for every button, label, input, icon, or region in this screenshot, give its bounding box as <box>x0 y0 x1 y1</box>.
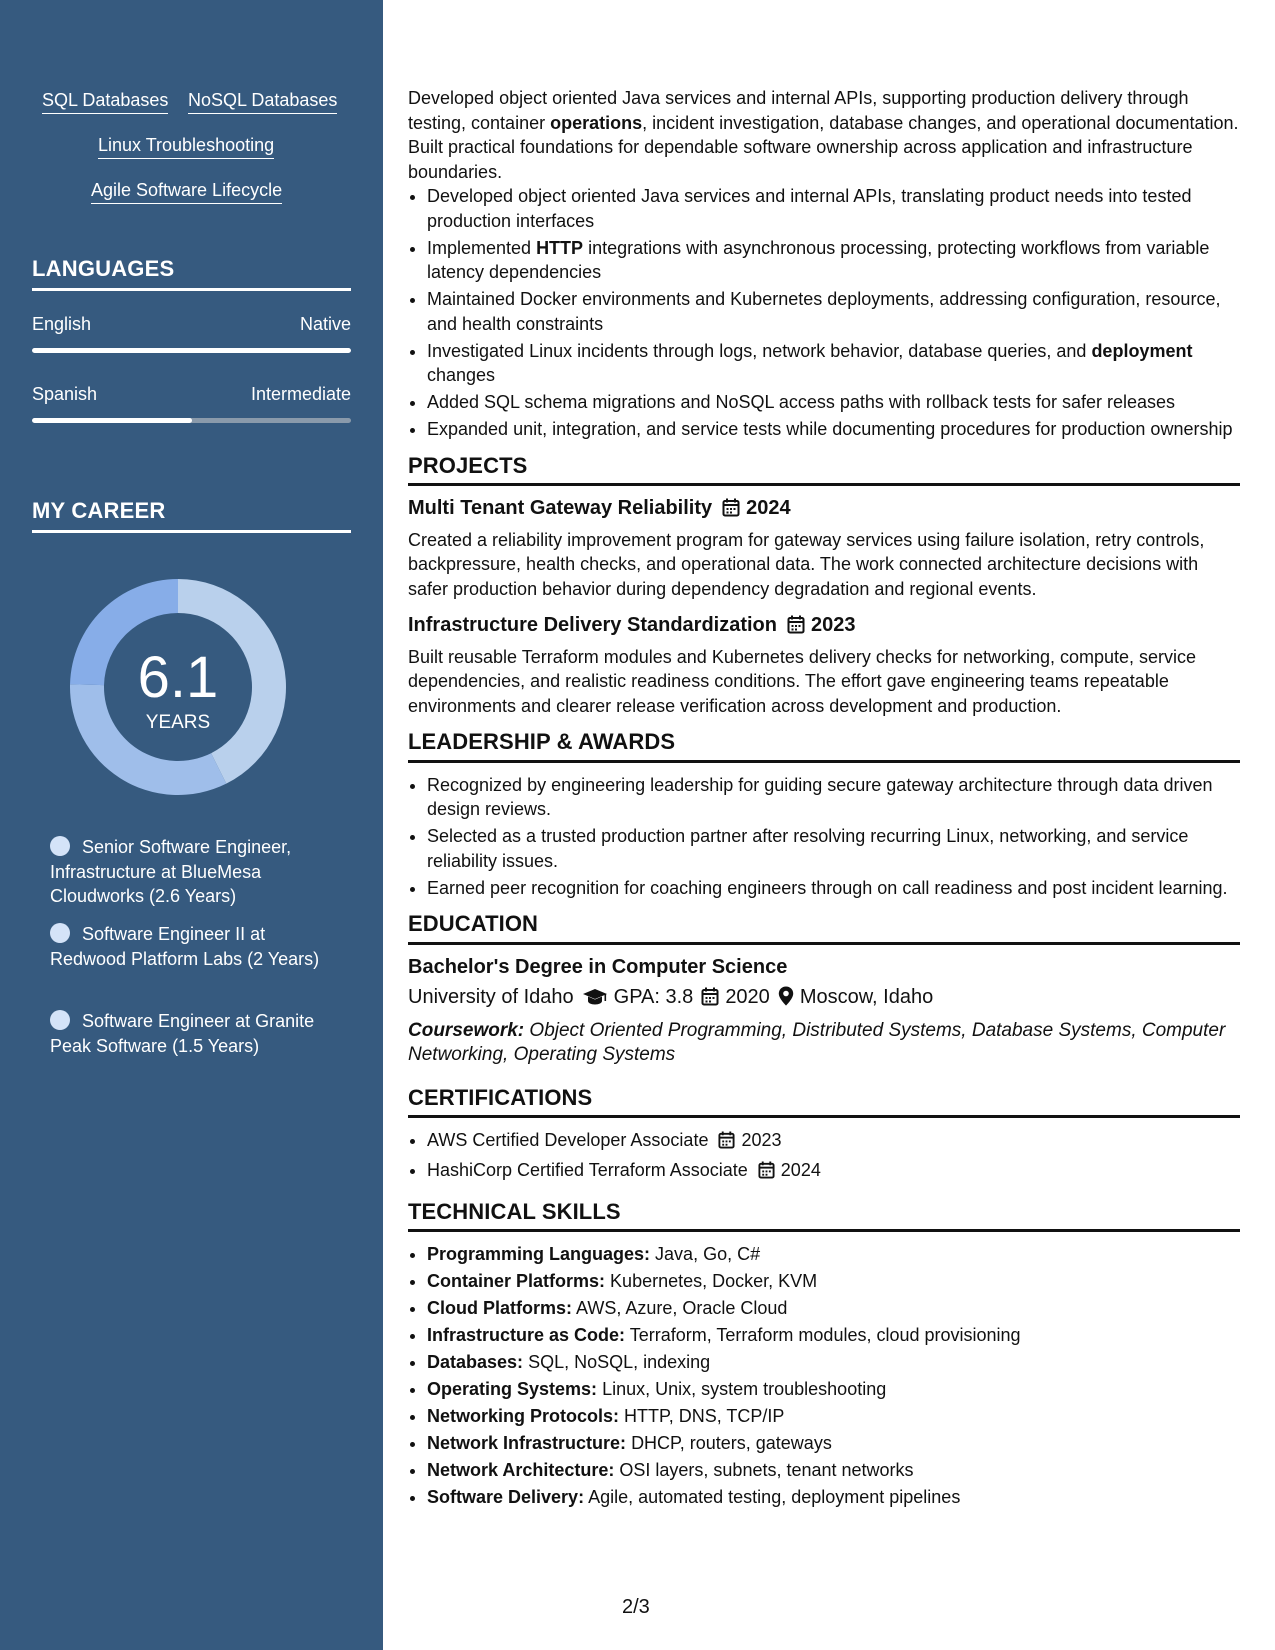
skill-value: Kubernetes, Docker, KVM <box>610 1271 818 1291</box>
education-details <box>408 985 1240 1013</box>
skill-label: Network Infrastructure: <box>427 1433 627 1453</box>
bullet-emphasis: deployment <box>1091 340 1193 361</box>
career-total-value: 6.1 <box>137 645 219 710</box>
language-bar <box>32 418 351 423</box>
bullet-text: changes <box>427 365 496 385</box>
certification-item <box>427 1158 1240 1186</box>
language-bar-fill <box>32 418 192 423</box>
experience-summary <box>408 86 1240 184</box>
language-name: English <box>32 314 92 334</box>
leadership-item: • Recognized by engineering leadership for guiding secure gateway architecture through data driven design reviews. <box>427 773 1240 822</box>
page-number: 2/3 <box>622 1596 650 1618</box>
calendar-icon <box>701 987 719 1013</box>
bullet-text: Added SQL schema migrations and NoSQL access paths with rollback tests for safer releases <box>427 392 1176 412</box>
experience-bullets <box>408 184 1240 442</box>
summary-text: Developed object oriented Java services and internal APIs, supporting production delivery through testing, container <box>408 88 1189 133</box>
graduation-year: 2020 <box>725 986 770 1008</box>
skill-value: HTTP, DNS, TCP/IP <box>624 1406 785 1426</box>
language-level: Native <box>299 314 351 334</box>
leadership-item: • Earned peer recognition for coaching engineers through on call readiness and post incident learning. <box>427 876 1240 901</box>
skill-row <box>427 1431 1240 1456</box>
bullet-text: Developed object oriented Java services and internal APIs, translating product needs into tested production interfaces <box>427 186 1192 231</box>
skill-row <box>427 1350 1240 1375</box>
coursework-list: Object Oriented Programming, Distributed Systems, Database Systems, Computer Networking, Operating Systems <box>408 1019 1226 1065</box>
graduation-cap-icon <box>582 988 608 1013</box>
experience-bullet <box>427 236 1240 285</box>
certification-name: AWS Certified Developer Associate <box>427 1130 709 1150</box>
bullet-text: Investigated Linux incidents through logs, network behavior, database queries, and <box>427 340 1092 361</box>
skill-value: DHCP, routers, gateways <box>631 1433 832 1453</box>
skill-tag: Agile Software Lifecycle <box>91 178 282 204</box>
certifications-heading: CERTIFICATIONS <box>408 1086 1240 1119</box>
certification-year: 2024 <box>780 1160 821 1180</box>
skill-tag: NoSQL Databases <box>188 88 337 114</box>
skill-row <box>427 1458 1240 1483</box>
skill-tag: Linux Troubleshooting <box>98 133 274 159</box>
leadership-item: • Selected as a trusted production partner after resolving recurring Linux, networking, and service reliability issues. <box>427 824 1240 873</box>
summary-text: , incident investigation, database changes, and operational documentation. Built practical foundations for dependable software ownership across application and infrastructure boundaries. <box>408 112 1239 182</box>
career-total-unit: YEARS <box>145 712 211 733</box>
language-name: Spanish <box>32 384 98 404</box>
career-item <box>50 835 340 909</box>
career-item <box>50 922 340 971</box>
skill-label: Network Architecture: <box>427 1460 615 1480</box>
career-item-text: Software Engineer II at Redwood Platform Labs (2 Years) <box>50 924 320 969</box>
language-level: Intermediate <box>250 384 351 404</box>
skill-label: Programming Languages: <box>427 1244 651 1264</box>
education-heading: EDUCATION <box>408 912 1240 945</box>
skill-label: Networking Protocols: <box>427 1406 620 1426</box>
skill-value: SQL, NoSQL, indexing <box>528 1352 711 1372</box>
project-title <box>408 496 1240 524</box>
career-item-text: Software Engineer at Granite Peak Software (1.5 Years) <box>50 1011 315 1056</box>
skill-row <box>427 1296 1240 1321</box>
career-dot <box>50 836 70 856</box>
language-bar-fill <box>32 348 351 353</box>
certification-item <box>427 1128 1240 1156</box>
projects-heading: PROJECTS <box>408 454 1240 487</box>
skill-row <box>427 1269 1240 1294</box>
skill-value: AWS, Azure, Oracle Cloud <box>576 1298 788 1318</box>
language-bar <box>32 348 351 353</box>
skill-label: Infrastructure as Code: <box>427 1325 626 1345</box>
project-name: Multi Tenant Gateway Reliability <box>408 497 713 519</box>
summary-emphasis: operations <box>550 112 643 133</box>
calendar-icon <box>722 498 740 524</box>
languages-heading: LANGUAGES <box>32 256 351 291</box>
gpa: GPA: 3.8 <box>613 986 694 1008</box>
skill-row <box>427 1377 1240 1402</box>
bullet-text: Maintained Docker environments and Kubernetes deployments, addressing configuration, resource, and health constraints <box>427 289 1221 334</box>
skill-label: Databases: <box>427 1352 524 1372</box>
project-name: Infrastructure Delivery Standardization <box>408 614 777 636</box>
experience-bullet <box>427 184 1240 233</box>
certifications-list <box>408 1128 1240 1186</box>
leadership-heading: LEADERSHIP & AWARDS <box>408 730 1240 763</box>
skill-value: Java, Go, C# <box>655 1244 761 1264</box>
main-content <box>408 86 1240 1512</box>
bullet-text: Expanded unit, integration, and service tests while documenting procedures for production ownership <box>427 419 1233 439</box>
bullet-text: integrations with asynchronous processing, protecting workflows from variable latency dependencies <box>427 237 1210 282</box>
career-item <box>50 1009 340 1058</box>
skill-value: Linux, Unix, system troubleshooting <box>602 1379 887 1399</box>
career-dot <box>50 923 70 943</box>
experience-bullet <box>427 390 1240 415</box>
leadership-list <box>408 773 1240 901</box>
project-year: 2024 <box>746 497 791 519</box>
coursework-label: Coursework: <box>408 1019 525 1041</box>
experience-bullet <box>427 339 1240 388</box>
skill-label: Software Delivery: <box>427 1487 585 1507</box>
career-item-text: Senior Software Engineer, Infrastructure at BlueMesa Cloudworks (2.6 Years) <box>50 837 292 906</box>
skill-row <box>427 1242 1240 1267</box>
sidebar <box>0 0 383 1650</box>
coursework <box>408 1019 1240 1068</box>
skill-label: Operating Systems: <box>427 1379 598 1399</box>
skill-value: OSI layers, subnets, tenant networks <box>619 1460 914 1480</box>
degree-title: Bachelor's Degree in Computer Science <box>408 955 788 978</box>
bullet-emphasis: HTTP <box>536 237 584 258</box>
project-description: Created a reliability improvement program for gateway services using failure isolation, retry controls, backpressure, health checks, and operational data. The work connected architecture decisions with safer production behavior during dependency degradation and regional events. <box>408 529 1205 599</box>
skill-row <box>427 1323 1240 1348</box>
career-dot <box>50 1010 70 1030</box>
skill-row <box>427 1485 1240 1510</box>
skill-tag: SQL Databases <box>42 88 168 114</box>
bullet-text: Implemented <box>427 237 537 258</box>
skill-row <box>427 1404 1240 1429</box>
skill-label: Cloud Platforms: <box>427 1298 573 1318</box>
location-pin-icon <box>778 986 794 1013</box>
technical-skills-list <box>408 1242 1240 1510</box>
certification-year: 2023 <box>741 1130 782 1150</box>
skill-value: Terraform, Terraform modules, cloud provisioning <box>629 1325 1021 1345</box>
calendar-icon <box>787 615 805 641</box>
career-donut-chart <box>64 573 292 801</box>
career-heading: MY CAREER <box>32 498 351 533</box>
project-year: 2023 <box>810 614 856 636</box>
skill-value: Agile, automated testing, deployment pipelines <box>588 1487 961 1507</box>
calendar-icon <box>718 1131 735 1156</box>
project-title <box>408 613 1240 641</box>
school-name: University of Idaho <box>408 986 574 1008</box>
certification-name: HashiCorp Certified Terraform Associate <box>427 1160 748 1180</box>
technical-skills-heading: TECHNICAL SKILLS <box>408 1200 1240 1233</box>
calendar-icon <box>758 1161 775 1186</box>
skill-label: Container Platforms: <box>427 1271 606 1291</box>
school-location: Moscow, Idaho <box>799 986 934 1008</box>
experience-bullet <box>427 287 1240 336</box>
experience-bullet <box>427 417 1240 442</box>
project-description: Built reusable Terraform modules and Kubernetes delivery checks for networking, compute, service dependencies, and realistic readiness conditions. The effort gave engineering teams repeatable environments and clearer release verification across development and production. <box>408 646 1197 716</box>
